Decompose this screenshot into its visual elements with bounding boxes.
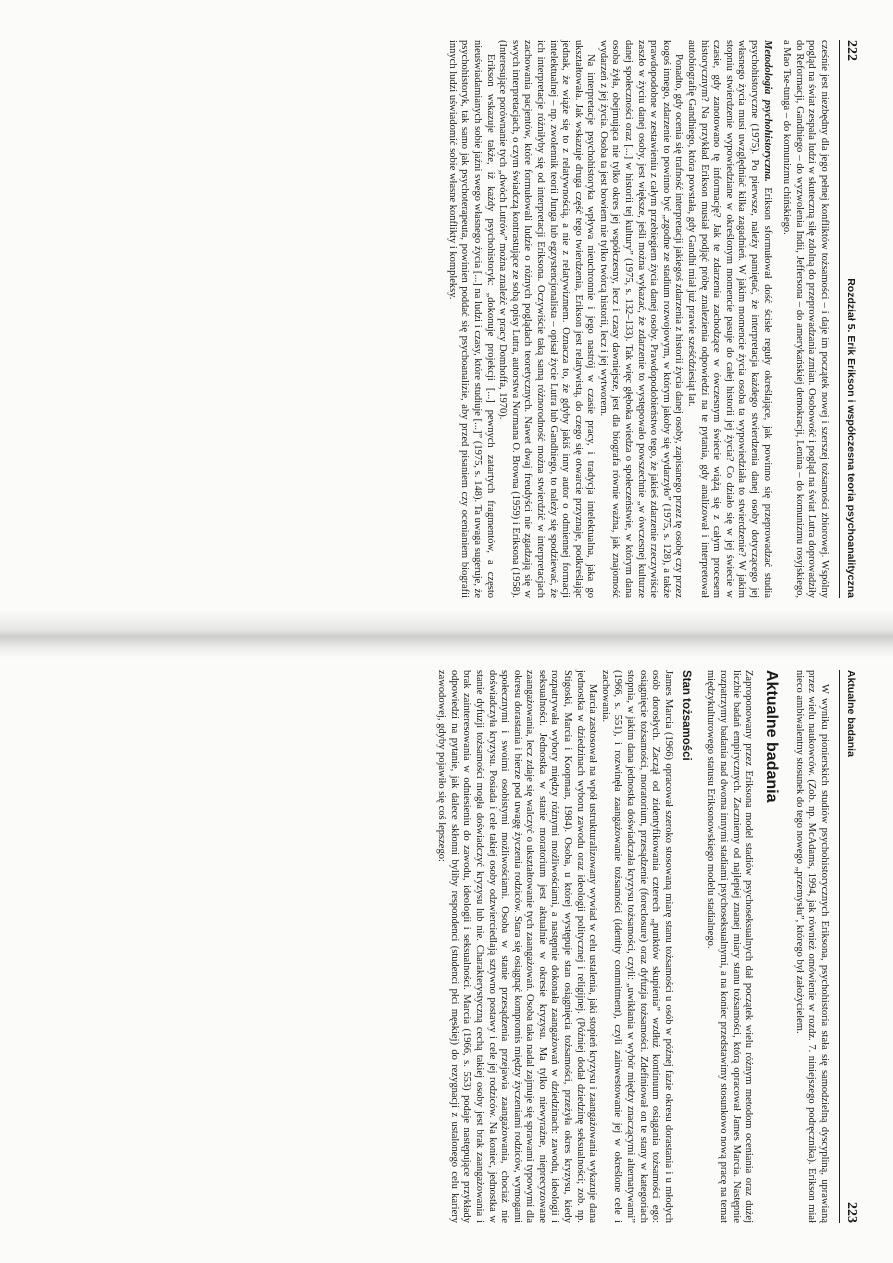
right-paragraph-4: Marcia zastosował na wpół ustrukturalizowany wywiad w celu ustalenia, jaki stopień kryzysu i zaangażowania wykazuje dana jednostka w dziedzinach wyboru zawodu oraz ideologii politycznej i religijnej. (Później dodał dziedzinę seksualności; zob. np. Stigoski, Marcia i Koopman, 1984). Osoba, u której występuje stan osiągnięcia tożsamości, przeżyła okres kryzysu, kiedy rozpatrywała wybory między różnymi możliwościami, a następnie dokonała zaangażowań w dziedzinach: zawodu, ideologii i seksualności. Jednostka w stanie moratorium jest aktualnie w okresie kryzysu. Ma tylko niewyraźne, nieprecyzowane zaangażowania, lecz zdaje się walczyć o ukształtowanie tych zaangażowań. Osoba taka nadal zajmuje się sprawami typowymi dla okresu dorastania i bierze pod uwagę życzenia rodziców. Stara się osiągnąć kompromis między życzeniami rodziców, wymogami społecznymi i swoimi osobistymi możliwościami. Osoba w stanie przesądzenia przejawia zaangażowania, chociaż nie doświadczyła kryzysu. Posiada i cele takiej osoby odzwierciedlają sztywno postawy i cele jej rodziców. Na koniec, jednostka w stanie dyfuzji tożsamości mogła doświadczyć kryzysu lub nie. Charakterystyczną cechą takiej osoby jest brak zaangażowania i brak zainteresowania w odniesieniu do zawodu, ideologii i seksualności. Marcia (1966, s. 553) podaje następujące przykłady odpowiedzi na pytanie, jak dalece skłonni byliby respondenci (studenci płci męskiej) do rezygnacji z ustalonego celu kariery zawodowej, gdyby pojawiło się coś lepszego: <box>436 670 599 1223</box>
right-running-head <box>839 670 859 1223</box>
left-paragraph-2-text: Erikson sformułował dość ścisłe reguły określające, jak powinno się przeprowadzać studia psychohistoryczne (1975). Po pierwsze, należy pamiętać, że interpretacja każdego stwierdzenia danej osoby dotyczącego jej własnego życia musi uwzględniać kilka zagadnień. W jakim momencie życia osoba ta wypowiedziała to stwierdzenie? W jakim stopniu stwierdzenie wypowiedziane w określonym momencie pasuje do całej historii jej życia? Co działo się w jej świecie w czasie, gdy zanotowano tę informację? Jak te zdarzenia zachodzące w ówczesnym świecie wiążą się z całym procesem historycznym? Na przykład Erikson musiał podjąć próbę znalezienia odpowiedzi na te pytania, gdy analizował i interpretował autobiografię Gandhiego, która powstała, gdy Gandhi miał już prawie sześćdziesiąt lat. <box>686 40 773 598</box>
left-running-head <box>839 40 859 598</box>
left-paragraph-5: Erikson wskazuje także, iż każdy psychohistoryk: „dokonuje projekcji [...] pewnych zatartych fragmentów, a często nieuświadamianych sobie jaźni swego własnego życia [...] na ludzi i czasy, które studiuje [...]” (1975, s. 148). Ta uwaga sugeruje, że psychohistoryk, tak samo jak psychoterapeuta, powinien poddać się psychoanalizie, aby przed pisaniem czy ocenianiem biografii innych ludzi uświadomić sobie własne konflikty i kompleksy. <box>446 40 496 598</box>
methodology-heading: Metodologia psychohistoryczna. <box>761 40 773 182</box>
right-running-title: Aktualne badania <box>845 670 857 757</box>
left-paragraph-2 <box>684 40 772 598</box>
subsection-heading: Stan tożsamości <box>679 670 692 761</box>
left-paragraph-1: cześnie jest niezbędny dla jego pełnej konfliktów tożsamości – i daje im początek nowej i szerszej tożsamości zbiorowej. Wspólny pogląd na świat zespala ludzi w skuteczną siłę zdolną do przeprowadzania zmian. Osobowość i pogląd na świat Lutra doprowadziły do Reformacji, Gandhiego – do wyzwolenia Indii, Jeffersona – do amerykańskiej demokracji, Lenina – do komunizmu rosyjskiego, a Mao Tse-tunga – do komunizmu chińskiego. <box>781 40 830 598</box>
right-page-number: 223 <box>844 1202 859 1223</box>
left-paragraph-4: Na interpretacje psychohistoryka wpływa nieuchronnie i jego nastrój w czasie pracy, i tradycja intelektualna, jaka go ukształtowała. Jak wskazuje druga część tego twierdzenia, Erikson jest relatywistą, do czego się otwarcie przyznaje, podkreślając jednak, że wiąże się to z relatywnością, a nie z relatywizmem. Oznacza to, że gdyby jakiś inny autor o odmiennej formacji intelektualnej – np. zwolennik teorii Junga lub egzystencjonalista – opisał życie Lutra lub Gandhiego, to należy się spodziewać, że ich interpretacje różniłyby się od interpretacji Eriksona. Oczywiście taką samą różnorodność można stwierdzić w interpretacjach zachowania pacjentów, które formułowali ludzie o różnych poglądach teoretycznych. Nawet dwaj freudyści nie zgadzają się w swych interpretacjach, o czym świadczą kontrastujące ze sobą opisy Lutra, autorstwa Normana O. Browna (1959) i Eriksona (1958). (Interesujące porównanie tych „dwóch Lutrów” można znaleźć w pracy Domhoffa, 1970). <box>497 40 597 598</box>
right-paragraph-3: James Marcia (1966) opracował szeroko stosowaną miarę stanu tożsamości u osób w późnej fazie okresu dorastania i u młodych osób dorosłych. Zaczął od zidentyfikowania czterech „punktów skupienia” wzdłuż kontinuum osiągania tożsamości ego: osiągnięcie tożsamości, moratorium, przesądzenie (foreclosure) oraz dyfuzja tożsamości. Zdefiniował on te stany w kategoriach stopnia, w jakim dana jednostka doświadczała kryzysu tożsamości, czyli: „uwikłania w wybór między znaczącymi alternatywami” (1966, s. 551), i rozwinęła zaangażowanie tożsamości (identity commitment), czyli zainwestowanie jej w określone cele i zachowania. <box>599 670 674 1223</box>
section-heading: Aktualne badania <box>763 670 781 803</box>
right-page <box>0 648 893 1263</box>
left-page-number: 222 <box>844 40 859 61</box>
left-running-title: Rozdział 5. Erik Erikson i współczesna teoria psychoanalityczna <box>845 278 857 598</box>
left-paragraph-3: Ponadto, gdy ocenia się trafność interpretacji jakiegoś zdarzenia z historii życia danej osoby, zapisanego przez tę osobę czy przez kogoś innego, zdarzenie to powinno być „zgodne ze stadium rozwojowym, w którym jakoby się wydarzyło” (1975, s. 128), a także prawdopodobne w zestawieniu z całym przebiegiem życia danej osoby. Prawdopodobieństwo tego, że jakieś zdarzenie rzeczywiście zaszło w życiu danej osoby, jest większe, jeśli można wykazać, że zdarzenie to występowało powszechnie „w ówczesnej kulturze danej społeczności oraz [...] w historii tej kultury” (1975, s. 132–133). Tak więc głęboka wiedza o społeczeństwie, w którym dana osoba żyła, obejmująca nie tylko okres jej współczesny, lecz i czasy dawniejsze, jest dla biografa równie ważna, jak znajomość wydarzeń z jej życia. Osoba ta jest bowiem nie tylko twórcą historii, lecz i jej wytworem. <box>597 40 685 598</box>
right-paragraph-1: W wyniku pionierskich studiów psychohistorycznych Eriksona, psychohistoria stała się samodzielną dyscypliną, uprawianą przez wielu naukowców. (Zob. np. McAdams, 1994, jak również omówienie w rozdz. 7. niniejszego podręcznika). Erikson miał nieco ambiwalentny stosunek do tego nowego „przemysłu”, którego był założycielem. <box>793 670 830 1223</box>
left-page <box>0 0 893 620</box>
right-paragraph-2: Zaproponowany przez Eriksona model stadiów psychoseksualnych dał początek wielu różnym metodom oceniania oraz dużej liczbie badań empirycznych. Zaczniemy od najlepiej znanej miary stanu tożsamości, którą opracował James Marcia. Następnie rozpatrzymy badania nad dwoma innymi stadiami psychoseksualnymi, a na koniec przedstawimy stosunkowo nową pracę na temat międzykulturowego statusu Eriksonowskiego modelu stadialnego. <box>705 670 755 1223</box>
